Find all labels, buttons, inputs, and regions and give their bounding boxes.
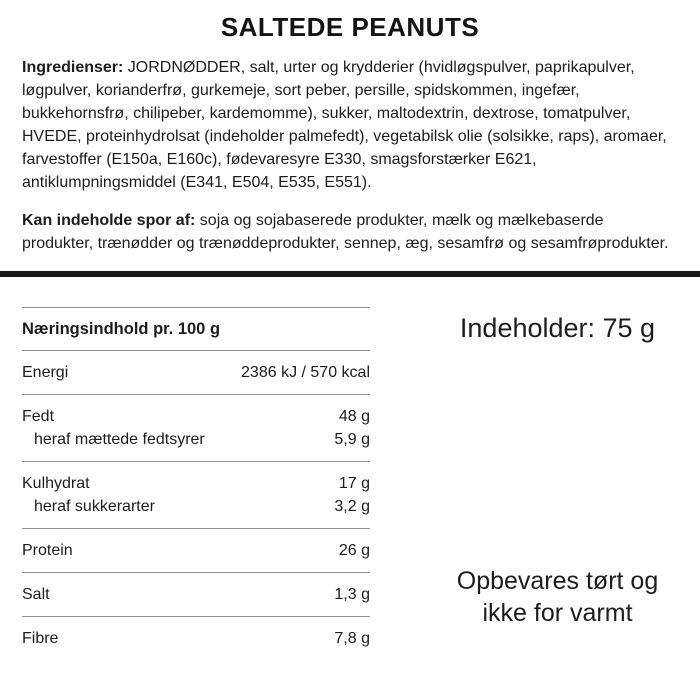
ingredients-paragraph: [22, 56, 678, 194]
storage-line-2: ikke for varmt: [482, 599, 633, 627]
ingredients-text: JORDNØDDER, salt, urter og krydderier (hvidløgspulver, paprikapulver, løgpulver, korianderfrø, gurkemeje, sort peber, persille, spidskommen, ingefær, bukkehornsfrø, chilipeber, kardemomme), sukker, maltodextrin, dextrose, tomatpulver, HVEDE, proteinhydrolsat (indeholder palmefedt), vegetabilsk olie (solsikke, raps), aromaer, farvestoffer (E150a, E160c), fødevaresyre E330, smagsforstærker E621, antiklumpningsmiddel (E341, E504, E535, E551).: [22, 59, 667, 191]
nutrition-group-salt: [22, 573, 370, 617]
nutrition-label: Fibre: [22, 630, 59, 647]
nutrition-group-fibre: [22, 617, 370, 660]
nutrition-group-fat: [22, 395, 370, 462]
nutrition-row: [22, 361, 370, 384]
nutrition-value: 26 g: [338, 542, 370, 559]
nutrition-label: Energi: [22, 364, 69, 381]
nutrition-row: [22, 472, 370, 495]
nutrition-row: [22, 539, 370, 562]
nutrition-value: 3,2 g: [334, 498, 370, 515]
nutrition-row: [22, 627, 370, 650]
traces-heading: Kan indeholde spor af:: [22, 212, 196, 229]
nutrition-label: heraf mættede fedtsyrer: [34, 431, 205, 448]
nutrition-value: 1,3 g: [334, 586, 370, 603]
nutrition-row: [22, 405, 370, 428]
nutrition-label: heraf sukkerarter: [34, 498, 155, 515]
nutrition-value: 5,9 g: [334, 431, 370, 448]
nutrition-value: 2386 kJ / 570 kcal: [241, 364, 370, 381]
traces-text: soja og sojabaserede produkter, mælk og mælkebaserde produkter, trænødder og trænøddeprodukter, sennep, æg, sesamfrø og sesamfrøprodukter.: [22, 212, 669, 252]
storage-line-1: Opbevares tørt og: [456, 567, 659, 595]
nutrition-value: 17 g: [338, 475, 370, 492]
nutrition-value: 7,8 g: [334, 630, 370, 647]
nutrition-label: Fedt: [22, 408, 55, 425]
nutrition-label: Salt: [22, 586, 50, 603]
bottom-section: [0, 277, 700, 671]
net-weight-text: Indeholder: 75 g: [459, 313, 656, 343]
nutrition-row: [22, 428, 370, 451]
traces-paragraph: [22, 209, 678, 255]
nutrition-value: 48 g: [338, 408, 370, 425]
nutrition-row: [22, 583, 370, 606]
nutrition-header: Næringsindhold pr. 100 g: [22, 307, 370, 351]
nutrition-label: Protein: [22, 542, 73, 559]
nutrition-row: [22, 495, 370, 518]
nutrition-table: [22, 307, 370, 660]
nutrition-group-carbohydrate: [22, 462, 370, 529]
nutrition-group-protein: [22, 529, 370, 573]
product-title: SALTEDE PEANUTS: [220, 12, 480, 42]
storage-note: [415, 565, 700, 629]
ingredients-heading: Ingredienser:: [22, 59, 124, 76]
nutrition-label: Kulhydrat: [22, 475, 90, 492]
nutrition-group-energy: [22, 351, 370, 395]
